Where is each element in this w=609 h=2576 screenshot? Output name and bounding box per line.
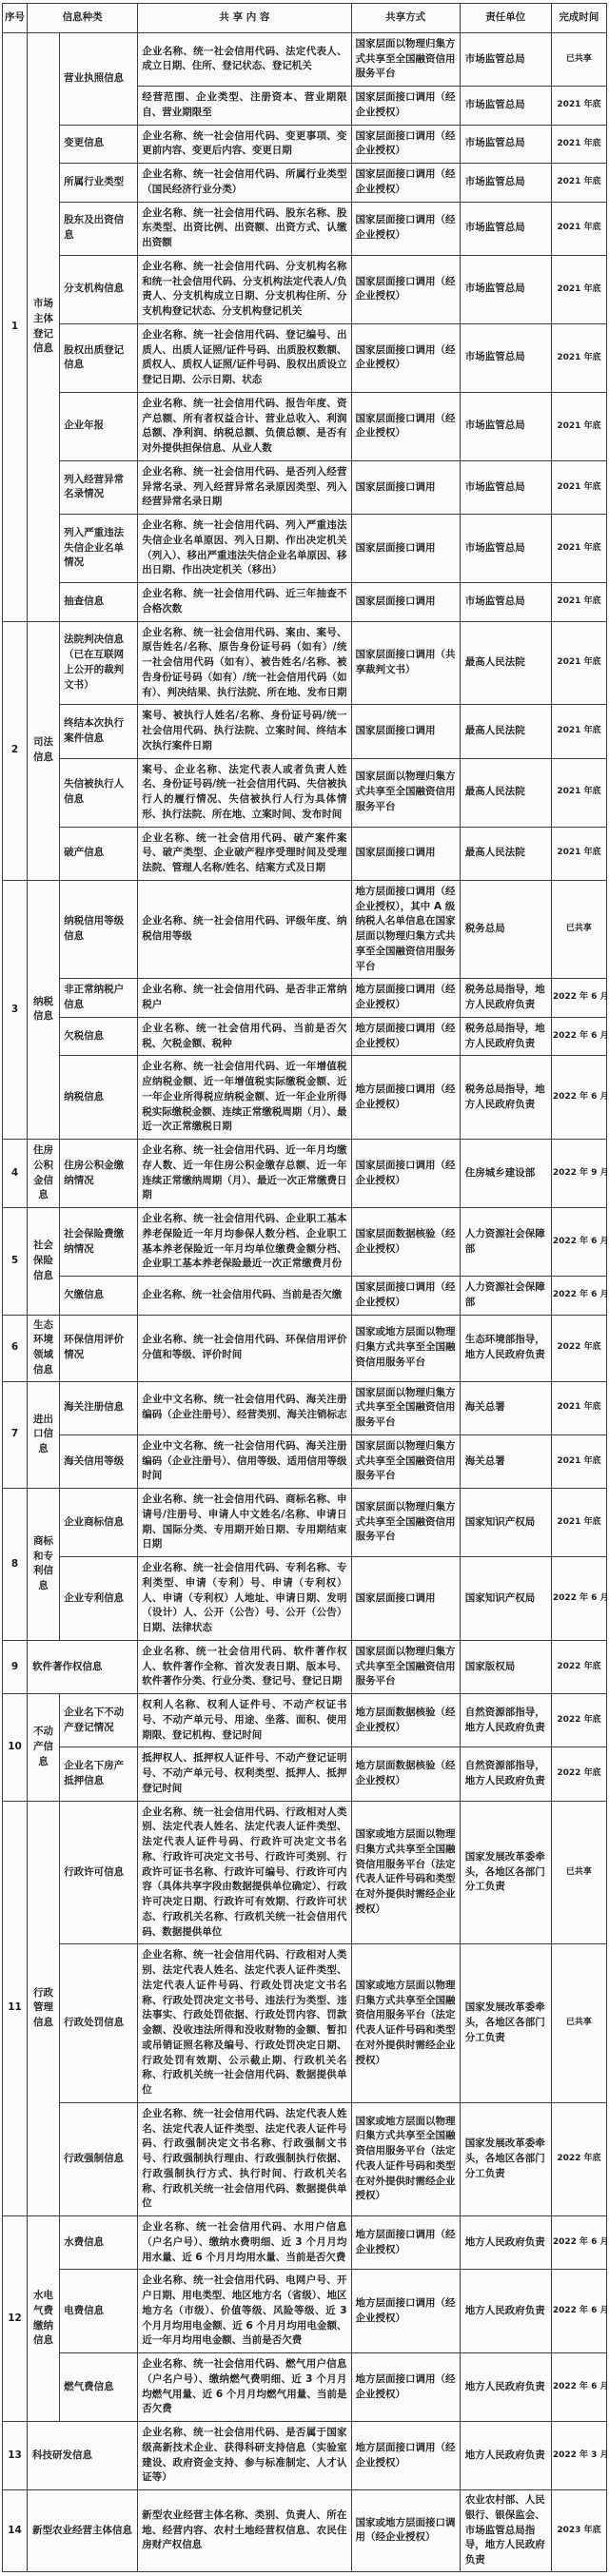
method-cell: 地方层面接口调用（经企业授权）: [351, 979, 460, 1018]
method-cell: 国家层面接口调用（经企业授权）: [351, 125, 460, 164]
seq-cell: 4: [3, 1140, 28, 1208]
content-cell: 企业名称、统一社会信用代码、环保信用评价分值和等级、评价时间: [138, 1315, 351, 1381]
content-cell: 经营范围、企业类型、注册资本、营业期限自、营业期限至: [138, 87, 351, 126]
deadline-cell: 2021 年底: [551, 1434, 606, 1488]
unit-cell: 国家知识产权局: [460, 1489, 551, 1557]
table-row: [3, 1315, 607, 1381]
deadline-cell: 2021 年底: [551, 758, 606, 827]
unit-cell: 地方人民政府负责: [460, 2422, 551, 2490]
deadline-cell: 2022 年 6 月: [551, 2270, 606, 2353]
content-cell: 案号、被执行人姓名/名称、身份证号码/统一社会信用代码、执行法院、立案时间、终结本次执行案件日期: [138, 705, 351, 758]
table-row: [3, 460, 607, 514]
deadline-cell: 已共享: [551, 1944, 606, 2103]
table-row: [3, 32, 607, 86]
table-row: [3, 1017, 607, 1056]
deadline-cell: 2022 年 9 月: [551, 1140, 606, 1208]
deadline-cell: 2022 年 6 月: [551, 1277, 606, 1316]
content-cell: 企业名称、统一社会信用代码、燃气用户信息（户名户号）、缴纳燃气费明细、近 3 个月月均燃气用量、近 6 个月月均燃气用量、当前是否欠费: [138, 2353, 351, 2422]
table-row: [3, 583, 607, 622]
type-cell: 营业执照信息: [60, 32, 138, 125]
category-cell: 科技研发信息: [28, 2422, 138, 2490]
deadline-cell: 2022 年底: [551, 1694, 606, 1747]
category-cell: 新型农业经营主体信息: [28, 2490, 138, 2572]
type-cell: 欠税信息: [60, 1017, 138, 1056]
type-cell: 企业名下房产抵押信息: [60, 1747, 138, 1801]
type-cell: 列入严重违法失信企业名单情况: [60, 515, 138, 583]
deadline-cell: 2022 年 6 月: [551, 1557, 606, 1641]
content-cell: 企业名称、统一社会信用代码、软件著作权人、软件著作全称、首次发表日期、版本号、软件著作分类、行业分类、登记号、登记日期: [138, 1640, 351, 1693]
deadline-cell: 2021 年底: [551, 515, 606, 583]
table-row: [3, 1747, 607, 1801]
content-cell: 企业名称、统一社会信用代码、所属行业类型（国民经济行业分类）: [138, 164, 351, 203]
unit-cell: 国家发展改革委牵头，各地区各部门分工负责: [460, 1944, 551, 2103]
content-cell: 企业名称、统一社会信用代码、企业职工基本养老保险近一年月均参保人数分档、企业职工基本养老保险近一年月均单位缴费金额分档、企业职工基本养老保险最近一次正常缴费月份: [138, 1208, 351, 1277]
type-cell: 住房公积金缴纳情况: [60, 1140, 138, 1208]
table-row: [3, 323, 607, 392]
content-cell: 企业名称、统一社会信用代码、登记编号、出质人、出质人证照/证件号码、出质股权数额、质权人、质权人证照/证件号码、股权出质设立登记日期、公示日期、状态: [138, 323, 351, 392]
table-row: [3, 2422, 607, 2490]
header-seq: 序号: [3, 4, 28, 33]
content-cell: 企业名称、统一社会信用代码、电网户号、开户日期、用电类型、地区地方名（省级）、地区地方名（市级）、价值等级、风险等级、近 3 个月月均用电金额、近 6 个月月均用电金额、近一年月均用电金额、当前是否欠费: [138, 2270, 351, 2353]
type-cell: 法院判决信息（已在互联网上公开的裁判文书）: [60, 621, 138, 705]
table-row: [3, 1434, 607, 1488]
unit-cell: 住房城乡建设部: [460, 1140, 551, 1208]
content-cell: 企业名称、统一社会信用代码、当前是否欠税、欠税金额、税种: [138, 1017, 351, 1056]
deadline-cell: 2022 年 6 月: [551, 1056, 606, 1140]
deadline-cell: 2021 年底: [551, 1489, 606, 1557]
method-cell: 国家层面接口调用（经企业授权）: [351, 1277, 460, 1316]
type-cell: 社会保险费缴纳情况: [60, 1208, 138, 1277]
seq-cell: 14: [3, 2490, 28, 2572]
table-row: [3, 705, 607, 758]
category-cell: 司法信息: [28, 621, 60, 880]
type-cell: 纳税信用等级信息: [60, 880, 138, 979]
deadline-cell: 已共享: [551, 32, 606, 86]
content-cell: 抵押权人、抵押权人证件号、不动产登记证明号、不动产单元号、权利类型、抵押人、抵押登记时间: [138, 1747, 351, 1801]
method-cell: 国家层面以物理归集方式共享至全国融资信用服务平台: [351, 1489, 460, 1557]
method-cell: 国家层面接口调用（经企业授权）: [351, 202, 460, 255]
content-cell: 企业名称、统一社会信用代码、商标名称、申请号/注册号、申请人中文姓名/名称、申请日期、国际分类、专用期开始日期、专用期结束日期: [138, 1489, 351, 1557]
seq-cell: 2: [3, 621, 28, 880]
unit-cell: 生态环境部指导，地方人民政府负责: [460, 1315, 551, 1381]
table-row: [3, 1694, 607, 1747]
type-cell: 行政许可信息: [60, 1801, 138, 1944]
method-cell: 国家层面接口调用: [351, 515, 460, 583]
deadline-cell: 2022 年底: [551, 1747, 606, 1801]
seq-cell: 5: [3, 1208, 28, 1316]
deadline-cell: 2022 年底: [551, 1315, 606, 1381]
unit-cell: 最高人民法院: [460, 827, 551, 880]
header-share-content: 共 享 内 容: [138, 4, 351, 33]
unit-cell: 国家发展改革委牵头，各地区各部门分工负责: [460, 1801, 551, 1944]
method-cell: 国家或地方层面以物理归集方式共享至全国融资信用服务平台: [351, 1315, 460, 1381]
deadline-cell: 2021 年底: [551, 87, 606, 126]
method-cell: 国家层面接口调用: [351, 705, 460, 758]
method-cell: 国家层面以物理归集方式共享至全国融资信用服务平台: [351, 758, 460, 827]
content-cell: 企业名称、统一社会信用代码、变更事项、变更前内容、变更后内容、变更日期: [138, 125, 351, 164]
category-cell: 市场主体登记信息: [28, 32, 60, 621]
seq-cell: 3: [3, 880, 28, 1139]
unit-cell: 最高人民法院: [460, 621, 551, 705]
category-cell: 行政管理信息: [28, 1801, 60, 2216]
unit-cell: 地方人民政府负责: [460, 2353, 551, 2422]
content-cell: 企业名称、统一社会信用代码、行政相对人类别、法定代表人姓名、法定代表人证件类型、法定代表人证件号码、行政许可决定文书名称、行政许可决定文书号、行政许可类别、行政许可证书名称、行政许可编号、行政许可内容（具体共享字段由数据提供单位确定）、行政许可决定日期、行政许可有效期、行政许可状态、行政机关名称、行政机关统一社会信用代码、数据提供单位: [138, 1801, 351, 1944]
seq-cell: 10: [3, 1694, 28, 1802]
table-row: [3, 1056, 607, 1140]
content-cell: 新型农业经营主体名称、类别、负责人、所在地、经营内容、农村土地经营权信息、农民住房财产权信息: [138, 2490, 351, 2572]
type-cell: 列入经营异常名录情况: [60, 460, 138, 514]
unit-cell: 国家版权局: [460, 1640, 551, 1693]
category-cell: 商标和专利信息: [28, 1489, 60, 1641]
type-cell: 股权出质登记信息: [60, 323, 138, 392]
content-cell: 企业名称、统一社会信用代码、近一年增值税应纳税金额、近一年增值税实际缴税金额、近一年企业所得税应纳税金额、近一年企业所得税实际缴税金额、连续正常缴税周期（月）、最近一次正常缴税日期: [138, 1056, 351, 1140]
method-cell: 地方层面数据核验（经企业授权）: [351, 1747, 460, 1801]
type-cell: 终结本次执行案件信息: [60, 705, 138, 758]
content-cell: 企业名称、统一社会信用代码、专利名称、专利类型、申请（专利）号、申请（专利权）人、申请（专利权）人地址、申请日期、发明（设计）人、公开（公告）号、公开（公告）日期、法律状态: [138, 1557, 351, 1641]
content-cell: 企业名称、统一社会信用代码、行政相对人类别、法定代表人姓名、法定代表人证件类型、法定代表人证件号码、行政处罚决定文书名称、行政处罚决定文书号、违法行为类型、违法事实、行政处罚依据、行政处罚内容、罚款金额、没收违法所得和没收财物的金额、暂扣或吊销证照名称及编号、行政处罚决定日期、行政处罚有效期、公示截止期、行政机关名称、行政机关统一社会信用代码、数据提供单位: [138, 1944, 351, 2103]
deadline-cell: 2021 年底: [551, 705, 606, 758]
method-cell: 国家层面接口调用: [351, 827, 460, 880]
method-cell: 国家层面接口调用（经企业授权）: [351, 323, 460, 392]
content-cell: 案号、企业名称、法定代表人或者负责人姓名、身份证号码/统一社会信用代码、失信被执行人的履行情况、失信被执行人行为具体情形、执行法院、所在地、立案时间、发布时间: [138, 758, 351, 827]
seq-cell: 7: [3, 1381, 28, 1489]
table-row: [3, 1944, 607, 2103]
method-cell: 国家层面接口调用（经企业授权）: [351, 164, 460, 203]
method-cell: 国家层面数据核验（经企业授权）: [351, 1208, 460, 1277]
type-cell: 行政强制信息: [60, 2102, 138, 2215]
type-cell: 环保信用评价情况: [60, 1315, 138, 1381]
type-cell: 纳税信息: [60, 1056, 138, 1140]
category-cell: 不动产信息: [28, 1694, 60, 1802]
deadline-cell: 已共享: [551, 880, 606, 979]
content-cell: 权利人名称、权利人证件号、不动产权证书号、不动产单元号、用途、坐落、面积、使用期限、登记机构、登记时间: [138, 1694, 351, 1747]
type-cell: 所属行业类型: [60, 164, 138, 203]
unit-cell: 市场监管总局: [460, 32, 551, 86]
seq-cell: 6: [3, 1315, 28, 1381]
category-cell: 生态环境领域信息: [28, 1315, 60, 1381]
method-cell: 地方层面接口调用（经企业授权），其中 A 级纳税人名单信息在国家层面以物理归集方式共享至全国融资信用服务平台: [351, 880, 460, 979]
content-cell: 企业名称、统一社会信用代码、列入严重违法失信企业名单原因、列入日期、作出决定机关（列入）、移出严重违法失信企业名单原因、移出日期、作出决定机关（移出）: [138, 515, 351, 583]
content-cell: 企业名称、统一社会信用代码、评级年度、纳税信用等级: [138, 880, 351, 979]
method-cell: 地方层面接口调用（经企业授权）: [351, 2422, 460, 2490]
table-row: [3, 880, 607, 979]
unit-cell: 地方人民政府负责: [460, 2216, 551, 2270]
type-cell: 股东及出资信息: [60, 202, 138, 255]
type-cell: 分支机构信息: [60, 255, 138, 323]
unit-cell: 最高人民法院: [460, 758, 551, 827]
unit-cell: 人力资源社会保障部: [460, 1208, 551, 1277]
deadline-cell: 2021 年底: [551, 392, 606, 460]
deadline-cell: 2021 年底: [551, 827, 606, 880]
method-cell: 国家层面接口调用（经企业授权）: [351, 1140, 460, 1208]
type-cell: 水费信息: [60, 2216, 138, 2270]
unit-cell: 地方人民政府负责: [460, 2270, 551, 2353]
type-cell: 海关信用等级: [60, 1434, 138, 1488]
content-cell: 企业名称、统一社会信用代码、案由、案号、原告姓名/名称、原告身份证号码（如有）/统一社会信用代码（如有）、被告姓名/名称、被告身份证号码（如有）/统一社会信用代码（如有）、判决结果、执行法院、所在地、发布日期: [138, 621, 351, 705]
deadline-cell: 2021 年底: [551, 202, 606, 255]
table-row: [3, 979, 607, 1018]
table-row: [3, 1277, 607, 1316]
content-cell: 企业名称、统一社会信用代码、当前是否欠缴: [138, 1277, 351, 1316]
table-row: [3, 621, 607, 705]
type-cell: 变更信息: [60, 125, 138, 164]
category-cell: 软件著作权信息: [28, 1640, 138, 1693]
deadline-cell: 2021 年底: [551, 621, 606, 705]
deadline-cell: 2022 年 3 月: [551, 2422, 606, 2490]
category-cell: 纳税信息: [28, 880, 60, 1139]
seq-cell: 1: [3, 32, 28, 621]
content-cell: 企业名称、统一社会信用代码、分支机构名称和统一社会信用代码、分支机构法定代表人/负责人、分支机构成立日期、分支机构住所、分支机构登记状态、分支机构登记机关: [138, 255, 351, 323]
table-row: [3, 2490, 607, 2572]
table-row: [3, 2102, 607, 2215]
unit-cell: 最高人民法院: [460, 705, 551, 758]
deadline-cell: 2021 年底: [551, 164, 606, 203]
unit-cell: 市场监管总局: [460, 164, 551, 203]
method-cell: 国家层面接口调用（经企业授权）: [351, 87, 460, 126]
content-cell: 企业名称、统一社会信用代码、是否非正常纳税户: [138, 979, 351, 1018]
seq-cell: 11: [3, 1801, 28, 2216]
unit-cell: 市场监管总局: [460, 87, 551, 126]
seq-cell: 13: [3, 2422, 28, 2490]
content-cell: 企业名称、统一社会信用代码、报告年度、资产总额、所有者权益合计、营业总收入、利润总额、净利润、纳税总额、负债总额、是否有对外提供担保信息、从业人数: [138, 392, 351, 460]
unit-cell: 税务总局指导，地方人民政府负责: [460, 1017, 551, 1056]
deadline-cell: 2021 年底: [551, 460, 606, 514]
unit-cell: 自然资源部指导，地方人民政府负责: [460, 1747, 551, 1801]
unit-cell: 市场监管总局: [460, 392, 551, 460]
table-row: [3, 1140, 607, 1208]
unit-cell: 市场监管总局: [460, 202, 551, 255]
content-cell: 企业名称、统一社会信用代码、法定代表人姓名、法定代表人证件类型、法定代表人证件号码、行政强制决定文书名称、行政强制文书号、行政强制执行理由、行政强制执行依据、行政强制执行方式、执行时间、行政机关名称、行政机关统一社会信用代码、数据提供单位: [138, 2102, 351, 2215]
content-cell: 企业中文名称、统一社会信用代码、海关注册编码（企业注册号）、信用等级、适用信用等级时间: [138, 1434, 351, 1488]
category-cell: 住房公积金信息: [28, 1140, 60, 1208]
deadline-cell: 2022 年 6 月: [551, 1208, 606, 1277]
type-cell: 抽查信息: [60, 583, 138, 622]
method-cell: 国家或地方层面以物理归集方式共享至全国融资信用服务平台（法定代表人证件号码和类型在对外提供时需经企业授权）: [351, 1801, 460, 1944]
method-cell: 国家层面接口调用: [351, 460, 460, 514]
type-cell: 企业名下不动产登记情况: [60, 1694, 138, 1747]
table-row: [3, 1557, 607, 1641]
unit-cell: 市场监管总局: [460, 515, 551, 583]
type-cell: 企业专利信息: [60, 1557, 138, 1641]
deadline-cell: 2021 年底: [551, 255, 606, 323]
method-cell: 地方层面接口调用（经企业授权）: [351, 2353, 460, 2422]
type-cell: 非正常纳税户信息: [60, 979, 138, 1018]
deadline-cell: 2021 年底: [551, 323, 606, 392]
table-row: [3, 1381, 607, 1434]
info-sharing-table: [2, 3, 607, 2572]
deadline-cell: 2022 年 6 月: [551, 979, 606, 1018]
category-cell: 水电气费缴纳信息: [28, 2216, 60, 2422]
unit-cell: 海关总署: [460, 1434, 551, 1488]
method-cell: 地方层面接口调用（经企业授权）: [351, 1017, 460, 1056]
deadline-cell: 2022 年 6 月: [551, 2216, 606, 2270]
unit-cell: 市场监管总局: [460, 255, 551, 323]
header-share-method: 共享方式: [351, 4, 460, 33]
type-cell: 企业年报: [60, 392, 138, 460]
content-cell: 企业名称、统一社会信用代码、破产案件案号、破产类型、企业破产程序受理时间及受理法院、管理人名称/姓名、结案方式及日期: [138, 827, 351, 880]
unit-cell: 税务总局指导，地方人民政府负责: [460, 1056, 551, 1140]
deadline-cell: 2023 年底: [551, 2490, 606, 2572]
content-cell: 企业名称、统一社会信用代码、水用户信息（户名户号）、缴纳水费明细、近 3 个月月均用水量、近 6 个月月均用水量、当前是否欠费: [138, 2216, 351, 2270]
type-cell: 电费信息: [60, 2270, 138, 2353]
unit-cell: 市场监管总局: [460, 323, 551, 392]
table-row: [3, 255, 607, 323]
method-cell: 国家层面以物理归集方式共享至全国融资信用服务平台: [351, 1640, 460, 1693]
content-cell: 企业名称、统一社会信用代码、近三年抽查不合格次数: [138, 583, 351, 622]
deadline-cell: 2021 年底: [551, 583, 606, 622]
deadline-cell: 2022 年 6 月: [551, 2353, 606, 2422]
unit-cell: 国家发展改革委牵头，各地区各部门分工负责: [460, 2102, 551, 2215]
type-cell: 破产信息: [60, 827, 138, 880]
header-row: [3, 4, 607, 33]
unit-cell: 海关总署: [460, 1381, 551, 1434]
unit-cell: 农业农村部、人民银行、银保监会、市场监管总局指导，地方人民政府负责: [460, 2490, 551, 2572]
table-row: [3, 758, 607, 827]
method-cell: 国家层面接口调用（共享裁判文书）: [351, 621, 460, 705]
table-row: [3, 125, 607, 164]
method-cell: 国家或地方层面接口调用（经企业授权）: [351, 2490, 460, 2572]
header-deadline: 完成时间: [551, 4, 606, 33]
method-cell: 国家层面接口调用: [351, 1557, 460, 1641]
table-row: [3, 392, 607, 460]
method-cell: 国家或地方层面以物理归集方式共享至全国融资信用服务平台（法定代表人证件号码和类型在对外提供时需经企业授权）: [351, 1944, 460, 2103]
unit-cell: 市场监管总局: [460, 125, 551, 164]
method-cell: 国家层面接口调用（经企业授权）: [351, 255, 460, 323]
deadline-cell: 2022 年 6 月: [551, 1017, 606, 1056]
method-cell: 国家层面以物理归集方式共享至全国融资信用服务平台: [351, 1381, 460, 1434]
type-cell: 企业商标信息: [60, 1489, 138, 1557]
table-row: [3, 1640, 607, 1693]
deadline-cell: 2021 年底: [551, 1381, 606, 1434]
method-cell: 地方层面接口调用（经企业授权）: [351, 2270, 460, 2353]
content-cell: 企业中文名称、统一社会信用代码、海关注册编码（企业注册号）、经营类别、海关注销标志: [138, 1381, 351, 1434]
seq-cell: 12: [3, 2216, 28, 2422]
table-row: [3, 2216, 607, 2270]
type-cell: 失信被执行人信息: [60, 758, 138, 827]
category-cell: 进出口信息: [28, 1381, 60, 1489]
info-table-body: [3, 32, 607, 2571]
type-cell: 海关注册信息: [60, 1381, 138, 1434]
table-row: [3, 1801, 607, 1944]
deadline-cell: 2022 年底: [551, 1640, 606, 1693]
table-row: [3, 515, 607, 583]
unit-cell: 人力资源社会保障部: [460, 1277, 551, 1316]
deadline-cell: 2021 年底: [551, 125, 606, 164]
seq-cell: 9: [3, 1640, 28, 1693]
unit-cell: 市场监管总局: [460, 583, 551, 622]
unit-cell: 国家知识产权局: [460, 1557, 551, 1641]
method-cell: 国家层面以物理归集方式共享至全国融资信用服务平台: [351, 32, 460, 86]
unit-cell: 市场监管总局: [460, 460, 551, 514]
content-cell: 企业名称、统一社会信用代码、是否列入经营异常名录、列入经营异常名录原因类型、列入经营异常名录日期: [138, 460, 351, 514]
table-header: [3, 4, 607, 33]
method-cell: 国家或地方层面以物理归集方式共享至全国融资信用服务平台（法定代表人证件号码和类型在对外提供时需经企业授权）: [351, 2102, 460, 2215]
content-cell: 企业名称、统一社会信用代码、法定代表人、成立日期、住所、登记状态、登记机关: [138, 32, 351, 86]
table-row: [3, 1208, 607, 1277]
content-cell: 企业名称、统一社会信用代码、是否属于国家级高新技术企业、获得科研支持信息（实验室建设、政府资金支持、参与标准制定、人才认证等）: [138, 2422, 351, 2490]
table-row: [3, 164, 607, 203]
method-cell: 国家层面接口调用: [351, 583, 460, 622]
method-cell: 地方层面数据核验（经企业授权）: [351, 1694, 460, 1747]
unit-cell: 税务总局: [460, 880, 551, 979]
deadline-cell: 已共享: [551, 1801, 606, 1944]
table-row: [3, 202, 607, 255]
method-cell: 国家层面以物理归集方式共享至全国融资信用服务平台: [351, 1434, 460, 1488]
header-info-type: 信息种类: [28, 4, 138, 33]
header-responsible-unit: 责任单位: [460, 4, 551, 33]
content-cell: 企业名称、统一社会信用代码、股东名称、股东类型、出资比例、出资额、出资方式、认缴出资额: [138, 202, 351, 255]
table-row: [3, 2353, 607, 2422]
type-cell: 行政处罚信息: [60, 1944, 138, 2103]
table-row: [3, 1489, 607, 1557]
type-cell: 燃气费信息: [60, 2353, 138, 2422]
unit-cell: 自然资源部指导，地方人民政府负责: [460, 1694, 551, 1747]
content-cell: 企业名称、统一社会信用代码、近一年月均缴存人数、近一年住房公积金缴存总额、近一年连续正常缴纳周期（月）、最近一次正常缴费日期: [138, 1140, 351, 1208]
type-cell: 欠缴信息: [60, 1277, 138, 1316]
unit-cell: 税务总局指导，地方人民政府负责: [460, 979, 551, 1018]
seq-cell: 8: [3, 1489, 28, 1641]
method-cell: 国家层面接口调用（经企业授权）: [351, 392, 460, 460]
category-cell: 社会保险信息: [28, 1208, 60, 1316]
deadline-cell: 2022 年底: [551, 2102, 606, 2215]
table-row: [3, 2270, 607, 2353]
method-cell: 地方层面接口调用（经企业授权）: [351, 2216, 460, 2270]
method-cell: 地方层面接口调用（经企业授权）: [351, 1056, 460, 1140]
table-row: [3, 827, 607, 880]
